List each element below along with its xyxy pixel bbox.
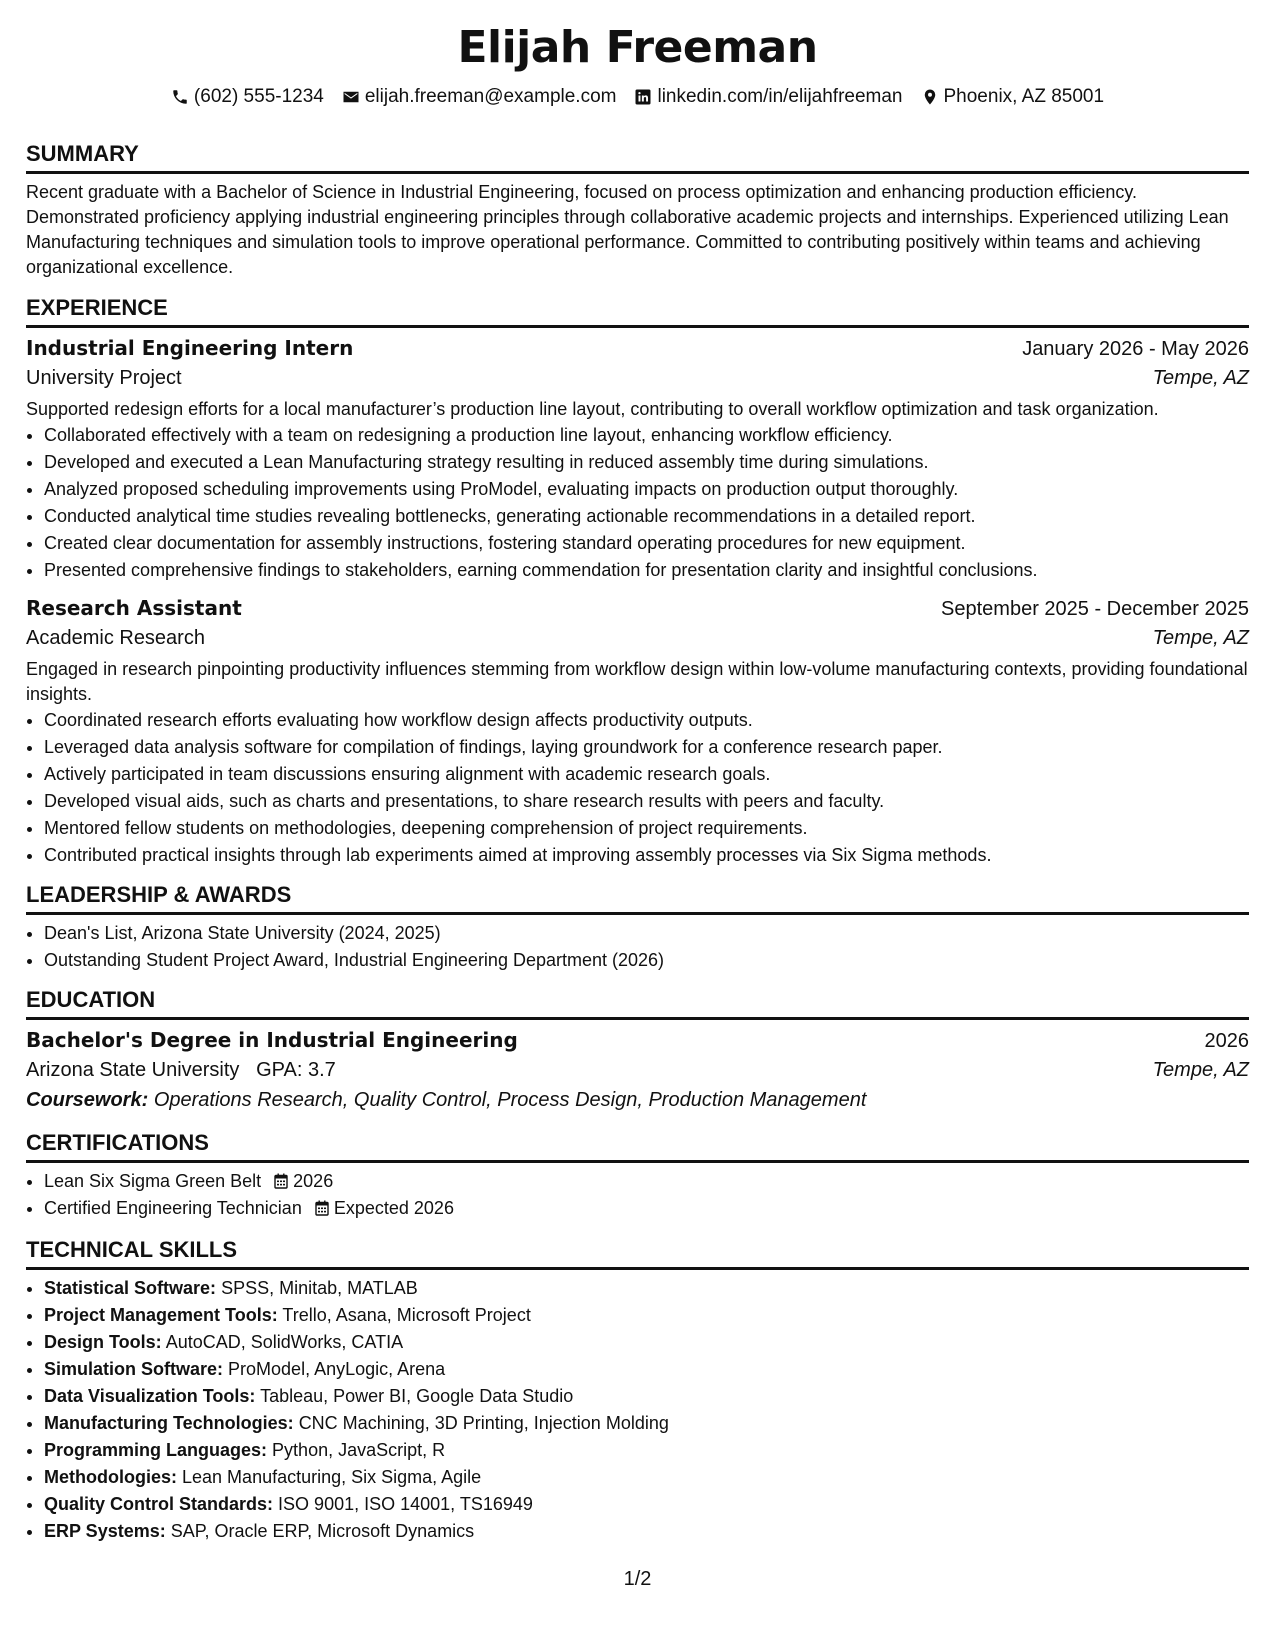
envelope-icon — [342, 88, 360, 106]
job-org: University Project — [26, 367, 182, 389]
skill-value: ISO 9001, ISO 14001, TS16949 — [278, 1494, 533, 1514]
certifications-section — [26, 1129, 1249, 1222]
contact-bar — [26, 84, 1249, 110]
skill-label: Project Management Tools: — [44, 1305, 278, 1325]
list-item: • Contributed practical insights through lab experiments aimed at improving assembly processes via Six Sigma methods. — [44, 842, 1249, 869]
cert-date: Expected 2026 — [333, 1198, 454, 1218]
contact-email[interactable] — [342, 84, 617, 110]
phone-text: (602) 555-1234 — [193, 86, 324, 107]
list-item — [44, 1329, 1249, 1356]
list-item: • Developed and executed a Lean Manufacturing strategy resulting in reduced assembly time during simulations. — [44, 449, 1249, 476]
certifications-list — [26, 1168, 1249, 1222]
cert-date: 2026 — [293, 1171, 334, 1191]
list-item — [44, 1195, 1249, 1222]
experience-section — [26, 294, 1249, 869]
skill-label: Simulation Software: — [44, 1359, 224, 1379]
school-name: Arizona State University — [26, 1059, 240, 1081]
list-item: • Actively participated in team discussions ensuring alignment with academic research goals. — [44, 761, 1249, 788]
skill-label: Manufacturing Technologies: — [44, 1413, 294, 1433]
job-entry — [26, 334, 1249, 584]
job-dates: September 2025 - December 2025 — [941, 598, 1249, 620]
calendar-icon — [315, 1200, 329, 1216]
skill-value: Python, JavaScript, R — [272, 1440, 446, 1460]
gpa: GPA: 3.7 — [256, 1059, 336, 1081]
skill-value: AutoCAD, SolidWorks, CATIA — [165, 1332, 404, 1352]
list-item — [44, 1518, 1249, 1545]
list-item: • Developed visual aids, such as charts and presentations, to share research results with peers and faculty. — [44, 788, 1249, 815]
skill-label: ERP Systems: — [44, 1521, 166, 1541]
phone-icon — [171, 88, 189, 106]
list-item — [44, 1275, 1249, 1302]
job-bullets — [26, 707, 1249, 869]
skill-value: CNC Machining, 3D Printing, Injection Molding — [298, 1413, 669, 1433]
list-item: • Outstanding Student Project Award, Industrial Engineering Department (2026) — [44, 947, 1249, 974]
certifications-heading: CERTIFICATIONS — [26, 1129, 1249, 1163]
school-location: Tempe, AZ — [1152, 1059, 1249, 1081]
map-pin-icon — [921, 88, 939, 106]
degree-title: Bachelor's Degree in Industrial Engineering — [26, 1028, 518, 1052]
list-item — [44, 1464, 1249, 1491]
location-text: Phoenix, AZ 85001 — [943, 86, 1105, 107]
skill-value: ProModel, AnyLogic, Arena — [228, 1359, 446, 1379]
job-description: Supported redesign efforts for a local manufacturer’s production line layout, contributing to overall workflow optimization and task organization. — [26, 399, 1159, 419]
skill-label: Statistical Software: — [44, 1278, 217, 1298]
summary-heading: SUMMARY — [26, 140, 1249, 174]
job-bullets — [26, 422, 1249, 584]
list-item: • Analyzed proposed scheduling improvements using ProModel, evaluating impacts on production output thoroughly. — [44, 476, 1249, 503]
summary-section — [26, 140, 1249, 280]
linkedin-text: linkedin.com/in/elijahfreeman — [657, 86, 903, 107]
linkedin-icon — [634, 88, 652, 106]
list-item — [44, 1383, 1249, 1410]
page-number: 1/2 — [623, 1568, 652, 1590]
education-section — [26, 986, 1249, 1115]
summary-text: Recent graduate with a Bachelor of Science in Industrial Engineering, focused on process optimization and enhancing production efficiency. Demonstrated proficiency applying industrial engineering principles through collaborative academic projects and internships. Experienced utilizing Lean Manufacturing techniques and simulation tools to improve operational performance. Committed to contributing positively within teams and achieving organizational excellence. — [26, 182, 1229, 277]
leadership-list — [26, 920, 1249, 974]
skill-value: SAP, Oracle ERP, Microsoft Dynamics — [170, 1521, 475, 1541]
job-location: Tempe, AZ — [1152, 627, 1249, 649]
list-item: • Presented comprehensive findings to stakeholders, earning commendation for presentation clarity and insightful conclusions. — [44, 557, 1249, 584]
list-item — [44, 1356, 1249, 1383]
list-item: • Created clear documentation for assembly instructions, fostering standard operating procedures for new equipment. — [44, 530, 1249, 557]
skill-value: Tableau, Power BI, Google Data Studio — [260, 1386, 574, 1406]
coursework-list: Operations Research, Quality Control, Process Design, Production Management — [153, 1089, 867, 1111]
cert-name: Lean Six Sigma Green Belt — [44, 1171, 262, 1191]
list-item: • Leveraged data analysis software for compilation of findings, laying groundwork for a conference research paper. — [44, 734, 1249, 761]
job-title: Research Assistant — [26, 596, 242, 620]
list-item: • Dean's List, Arizona State University (2024, 2025) — [44, 920, 1249, 947]
list-item: • Coordinated research efforts evaluating how workflow design affects productivity outputs. — [44, 707, 1249, 734]
job-title: Industrial Engineering Intern — [26, 336, 354, 360]
job-location: Tempe, AZ — [1152, 367, 1249, 389]
list-item — [44, 1437, 1249, 1464]
graduation-year: 2026 — [1204, 1030, 1249, 1052]
leadership-heading: LEADERSHIP & AWARDS — [26, 881, 1249, 915]
email-text: elijah.freeman@example.com — [364, 86, 617, 107]
cert-name: Certified Engineering Technician — [44, 1198, 302, 1218]
contact-phone[interactable] — [171, 84, 324, 110]
calendar-icon — [274, 1173, 288, 1189]
list-item — [44, 1168, 1249, 1195]
candidate-name: Elijah Freeman — [457, 22, 818, 73]
education-heading: EDUCATION — [26, 986, 1249, 1020]
skills-list — [26, 1275, 1249, 1545]
coursework-label: Coursework: — [26, 1089, 149, 1111]
leadership-section — [26, 881, 1249, 974]
skill-label: Data Visualization Tools: — [44, 1386, 256, 1406]
skills-section — [26, 1236, 1249, 1545]
contact-location — [921, 84, 1105, 110]
skill-label: Design Tools: — [44, 1332, 162, 1352]
list-item — [44, 1302, 1249, 1329]
skill-label: Methodologies: — [44, 1467, 177, 1487]
experience-heading: EXPERIENCE — [26, 294, 1249, 328]
skill-label: Quality Control Standards: — [44, 1494, 274, 1514]
contact-linkedin[interactable] — [634, 84, 902, 110]
list-item — [44, 1491, 1249, 1518]
list-item: • Collaborated effectively with a team on redesigning a production line layout, enhancing workflow efficiency. — [44, 422, 1249, 449]
list-item — [44, 1410, 1249, 1437]
skill-value: Lean Manufacturing, Six Sigma, Agile — [182, 1467, 482, 1487]
job-description: Engaged in research pinpointing productivity influences stemming from workflow design within low-volume manufacturing contexts, providing foundational insights. — [26, 659, 1248, 704]
coursework — [26, 1085, 1249, 1115]
job-org: Academic Research — [26, 627, 205, 649]
skill-value: SPSS, Minitab, MATLAB — [221, 1278, 418, 1298]
list-item: • Conducted analytical time studies revealing bottlenecks, generating actionable recommendations in a detailed report. — [44, 503, 1249, 530]
job-dates: January 2026 - May 2026 — [1022, 338, 1249, 360]
job-entry — [26, 594, 1249, 869]
list-item: • Mentored fellow students on methodologies, deepening comprehension of project requirements. — [44, 815, 1249, 842]
skill-label: Programming Languages: — [44, 1440, 268, 1460]
skill-value: Trello, Asana, Microsoft Project — [282, 1305, 531, 1325]
skills-heading: TECHNICAL SKILLS — [26, 1236, 1249, 1270]
